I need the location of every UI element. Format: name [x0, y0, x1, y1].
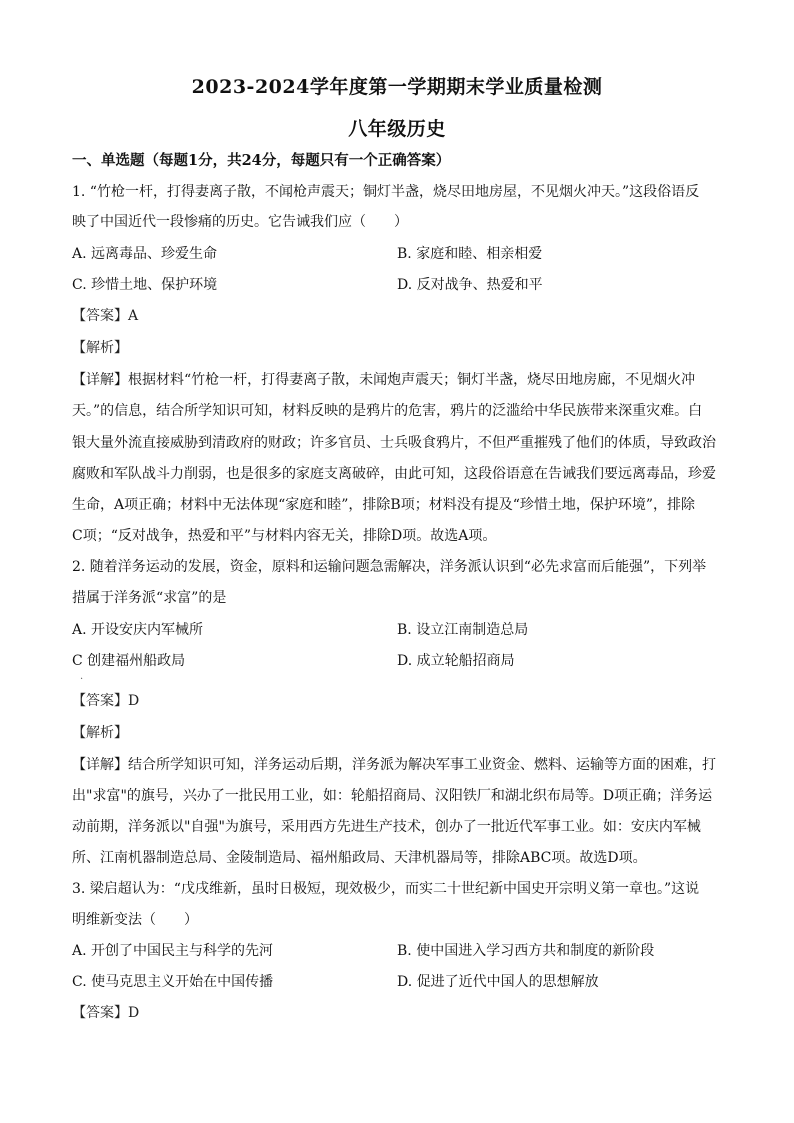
q1-detail-line-6: C项；“反对战争，热爱和平”与材料内容无关，排除D项。故选A项。 — [72, 528, 497, 544]
q1-option-a: A. 远离毒品、珍爱生命 — [72, 246, 218, 262]
q2-stem-line-2: 措属于洋务派“求富”的是 — [72, 590, 227, 606]
stray-dot: · — [80, 674, 84, 685]
q3-option-a: A. 开创了中国民主与科学的先河 — [72, 943, 274, 959]
q2-detail-line-4: 所、江南机器制造总局、金陵制造局、福州船政局、天津机器局等，排除ABC项。故选D项。 — [72, 850, 647, 866]
q3-stem-line-2: 明维新变法（ ） — [72, 912, 198, 928]
q2-detail-line-3: 动前期，洋务派以"自强"为旗号，采用西方先进生产技术，创办了一批近代军事工业。如：安庆内军械 — [72, 819, 701, 835]
q1-option-c: C. 珍惜土地、保护环境 — [72, 277, 218, 293]
q1-option-b: B. 家庭和睦、相亲相爱 — [397, 246, 543, 262]
q1-stem-line-1: 1. “竹枪一杆，打得妻离子散，不闻枪声震天；铜灯半盏，烧尽田地房屋，不见烟火冲天。”这段俗语反 — [72, 184, 700, 200]
q3-option-b: B. 使中国进入学习西方共和制度的新阶段 — [397, 943, 655, 959]
q2-option-a: A. 开设安庆内军械所 — [72, 622, 204, 638]
exam-title: 2023-2024学年度第一学期期末学业质量检测 — [191, 76, 603, 98]
q1-analysis-label: 【解析】 — [72, 340, 128, 356]
q3-answer: 【答案】D — [72, 1005, 140, 1021]
q2-detail-line-1: 【详解】结合所学知识可知，洋务运动后期，洋务派为解决军事工业资金、燃料、运输等方面的困难，打 — [72, 757, 716, 773]
q1-detail-line-1: 【详解】根据材料“竹枪一杆，打得妻离子散，未闻炮声震天；铜灯半盏，烧尽田地房廊，不见烟火冲 — [72, 372, 696, 388]
q2-stem-line-1: 2. 随着洋务运动的发展，资金，原料和运输问题急需解决，洋务派认识到“必先求富而后能强”，下列举 — [72, 559, 707, 575]
section-heading: 一、单选题（每题1分，共24分，每题只有一个正确答案） — [72, 152, 451, 169]
q3-option-c: C. 使马克思主义开始在中国传播 — [72, 974, 274, 990]
q1-detail-line-3: 银大量外流直接威胁到清政府的财政；许多官员、士兵吸食鸦片，不但严重摧残了他们的体质，导致政治 — [72, 435, 716, 451]
q2-option-c: C 创建福州船政局 — [72, 653, 186, 669]
q1-detail-line-5: 生命，A项正确；材料中无法体现“家庭和睦”，排除B项；材料没有提及“珍惜土地，保护环境”，排除 — [72, 497, 696, 513]
q2-option-b: B. 设立江南制造总局 — [397, 622, 529, 638]
q3-option-d: D. 促进了近代中国人的思想解放 — [397, 974, 599, 990]
q2-answer: 【答案】D — [72, 693, 140, 709]
q2-analysis-label: 【解析】 — [72, 725, 128, 741]
q1-option-d: D. 反对战争、热爱和平 — [397, 277, 543, 293]
q1-answer: 【答案】A — [72, 308, 139, 324]
q1-stem-line-2: 映了中国近代一段惨痛的历史。它告诫我们应（ ） — [72, 214, 408, 230]
exam-subtitle: 八年级历史 — [348, 118, 446, 140]
q2-detail-line-2: 出"求富"的旗号，兴办了一批民用工业，如：轮船招商局、汉阳铁厂和湖北织布局等。D项正确；洋务运 — [72, 788, 713, 804]
q1-detail-line-4: 腐败和军队战斗力削弱，也是很多的家庭支离破碎，由此可知，这段俗语意在告诫我们要远离毒品，珍爱 — [72, 466, 716, 482]
q2-option-d: D. 成立轮船招商局 — [397, 653, 515, 669]
q3-stem-line-1: 3. 梁启超认为：“戊戌维新，虽时日极短，现效极少，而实二十世纪新中国史开宗明义第一章也。”这说 — [72, 881, 700, 897]
q1-detail-line-2: 天。”的信息，结合所学知识可知，材料反映的是鸦片的危害，鸦片的泛滥给中华民族带来深重灾难。白 — [72, 403, 703, 419]
